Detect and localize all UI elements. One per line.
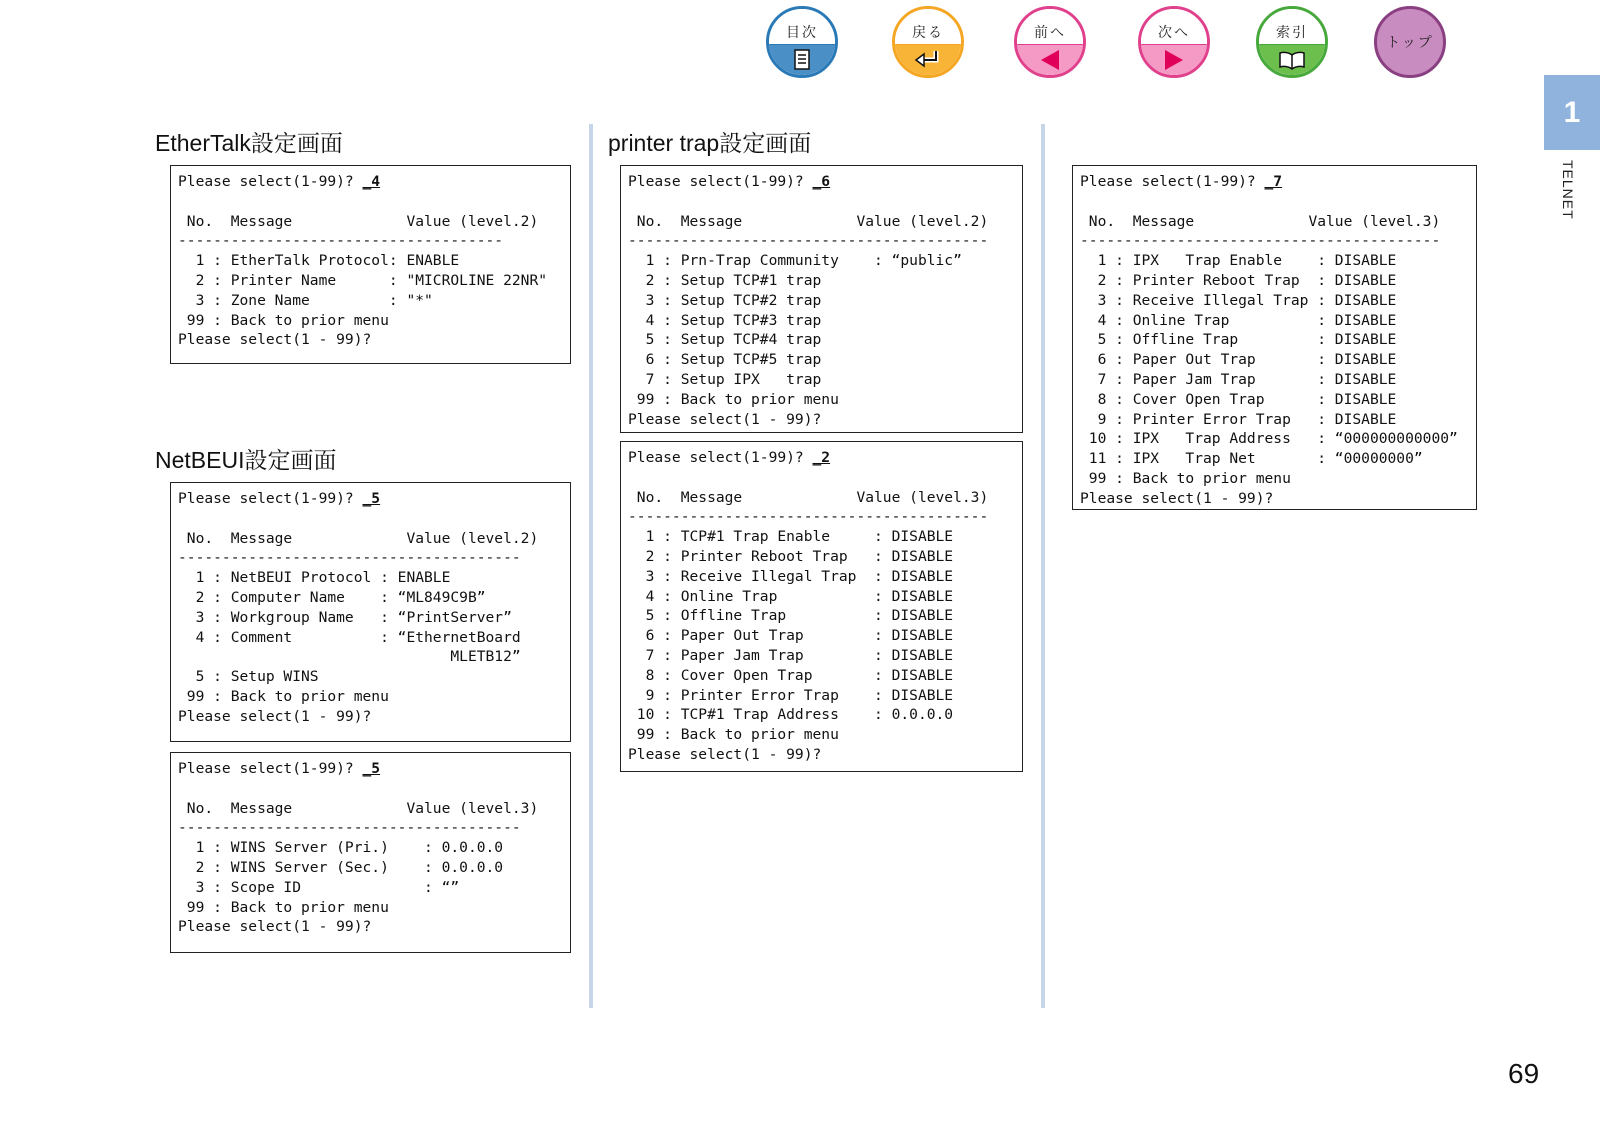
return-arrow-icon <box>895 45 961 78</box>
next-label: 次へ <box>1141 9 1207 45</box>
column-header: No. Message Value (level.3) <box>628 488 989 506</box>
menu-line: 2 : Printer Reboot Trap : DISABLE <box>1080 271 1397 289</box>
prompt-line: Please select(1-99)? _4 <box>178 173 381 190</box>
menu-line: 7 : Paper Jam Trap : DISABLE <box>1080 370 1397 388</box>
selection-input: _5 <box>362 490 381 507</box>
ethertalk-terminal-screen <box>170 165 571 364</box>
menu-line: 99 : Back to prior menu <box>628 390 839 408</box>
menu-line: 99 : Back to prior menu <box>178 898 389 916</box>
menu-line: 11 : IPX Trap Net : “00000000” <box>1080 450 1423 468</box>
open-book-icon <box>1259 45 1325 78</box>
menu-line: 5 : Offline Trap : DISABLE <box>1080 331 1397 349</box>
menu-line: 3 : Setup TCP#2 trap <box>628 291 822 309</box>
menu-line: 3 : Zone Name : "*" <box>178 291 433 309</box>
divider-line: ----------------------------------------- <box>628 232 989 250</box>
divider-line: --------------------------------------- <box>178 549 521 567</box>
menu-line: 3 : Workgroup Name : “PrintServer” <box>178 608 512 626</box>
triangle-right-icon <box>1141 45 1207 78</box>
divider-line: ----------------------------------------- <box>628 508 989 526</box>
netbeui-section-title: NetBEUI設定画面 <box>155 447 337 473</box>
menu-line: MLETB12” <box>178 648 521 666</box>
column-divider-left <box>589 124 593 1008</box>
menu-line: 8 : Cover Open Trap : DISABLE <box>1080 390 1397 408</box>
menu-line: 99 : Back to prior menu <box>628 726 839 744</box>
index-label: 索引 <box>1259 9 1325 45</box>
divider-line: ------------------------------------- <box>178 232 504 250</box>
menu-line: 2 : Setup TCP#1 trap <box>628 271 822 289</box>
menu-line: 7 : Paper Jam Trap : DISABLE <box>628 646 954 664</box>
selection-input: _7 <box>1264 173 1283 190</box>
menu-line: 3 : Scope ID : “” <box>178 878 460 896</box>
blank-line <box>1080 192 1476 212</box>
menu-line: Please select(1 - 99)? <box>178 707 372 725</box>
printer-trap-section-title: printer trap設定画面 <box>608 130 812 156</box>
wins-terminal-screen <box>170 752 571 953</box>
index-button[interactable] <box>1256 6 1328 78</box>
tcp-trap-terminal-screen <box>620 441 1023 772</box>
menu-line: 99 : Back to prior menu <box>178 311 389 329</box>
menu-line: 1 : TCP#1 Trap Enable : DISABLE <box>628 528 954 546</box>
ethertalk-section-title: EtherTalk設定画面 <box>155 130 343 156</box>
prompt-line: Please select(1-99)? _7 <box>1080 173 1283 190</box>
back-button[interactable] <box>892 6 964 78</box>
column-header: No. Message Value (level.3) <box>1080 212 1441 230</box>
ipx-trap-terminal-screen <box>1072 165 1477 510</box>
menu-line: 6 : Setup TCP#5 trap <box>628 351 822 369</box>
selection-input: _6 <box>812 173 831 190</box>
document-icon <box>769 45 835 78</box>
menu-line: Please select(1 - 99)? <box>628 745 822 763</box>
menu-line: 10 : IPX Trap Address : “000000000000” <box>1080 430 1458 448</box>
column-divider-right <box>1041 124 1045 1008</box>
menu-line: 1 : NetBEUI Protocol : ENABLE <box>178 569 451 587</box>
column-header: No. Message Value (level.3) <box>178 799 539 817</box>
menu-line: 10 : TCP#1 Trap Address : 0.0.0.0 <box>628 706 954 724</box>
menu-line: 99 : Back to prior menu <box>178 687 389 705</box>
menu-line: 4 : Setup TCP#3 trap <box>628 311 822 329</box>
menu-line: Please select(1 - 99)? <box>178 918 372 936</box>
trap-terminal-screen <box>620 165 1023 433</box>
divider-line: ----------------------------------------- <box>1080 232 1441 250</box>
menu-line: 2 : Printer Reboot Trap : DISABLE <box>628 547 954 565</box>
chapter-side-label: TELNET <box>1560 160 1576 220</box>
menu-line: 3 : Receive Illegal Trap : DISABLE <box>628 567 954 585</box>
blank-line <box>178 509 570 529</box>
menu-line: 4 : Online Trap : DISABLE <box>1080 311 1397 329</box>
menu-line: 3 : Receive Illegal Trap : DISABLE <box>1080 291 1397 309</box>
menu-line: 5 : Setup TCP#4 trap <box>628 331 822 349</box>
menu-line: Please select(1 - 99)? <box>178 331 372 349</box>
prompt-line: Please select(1-99)? _5 <box>178 490 381 507</box>
chapter-tab[interactable]: 1 <box>1544 75 1600 150</box>
toc-label: 目次 <box>769 9 835 45</box>
menu-line: 2 : WINS Server (Sec.) : 0.0.0.0 <box>178 858 504 876</box>
menu-line: 4 : Comment : “EthernetBoard <box>178 628 521 646</box>
blank-line <box>628 192 1022 212</box>
prompt-line: Please select(1-99)? _5 <box>178 760 381 777</box>
blank-line <box>178 192 570 212</box>
menu-line: 1 : Prn-Trap Community : “public” <box>628 252 962 270</box>
selection-input: _5 <box>362 760 381 777</box>
column-header: No. Message Value (level.2) <box>178 529 539 547</box>
toc-button[interactable] <box>766 6 838 78</box>
menu-line: 6 : Paper Out Trap : DISABLE <box>628 627 954 645</box>
menu-line: 5 : Offline Trap : DISABLE <box>628 607 954 625</box>
back-label: 戻る <box>895 9 961 45</box>
menu-line: 1 : EtherTalk Protocol: ENABLE <box>178 252 460 270</box>
netbeui-terminal-screen <box>170 482 571 742</box>
menu-line: 9 : Printer Error Trap : DISABLE <box>1080 410 1397 428</box>
next-button[interactable] <box>1138 6 1210 78</box>
menu-line: 2 : Computer Name : “ML849C9B” <box>178 588 486 606</box>
page-number: 69 <box>1508 1058 1540 1089</box>
menu-line: 2 : Printer Name : "MICROLINE 22NR" <box>178 271 548 289</box>
prompt-line: Please select(1-99)? _2 <box>628 449 831 466</box>
menu-line: 1 : IPX Trap Enable : DISABLE <box>1080 252 1397 270</box>
menu-line: 5 : Setup WINS <box>178 668 319 686</box>
menu-line: Please select(1 - 99)? <box>628 410 822 428</box>
triangle-left-icon <box>1017 45 1083 78</box>
menu-line: 7 : Setup IPX trap <box>628 370 822 388</box>
top-page-label: トップ <box>1386 35 1434 51</box>
column-header: No. Message Value (level.2) <box>178 212 539 230</box>
column-header: No. Message Value (level.2) <box>628 212 989 230</box>
prompt-line: Please select(1-99)? _6 <box>628 173 831 190</box>
menu-line: Please select(1 - 99)? <box>1080 489 1274 507</box>
menu-line: 8 : Cover Open Trap : DISABLE <box>628 666 954 684</box>
prev-label: 前へ <box>1017 9 1083 45</box>
blank-line <box>628 468 1022 488</box>
blank-line <box>178 779 570 799</box>
selection-input: _2 <box>812 449 831 466</box>
menu-line: 1 : WINS Server (Pri.) : 0.0.0.0 <box>178 839 504 857</box>
prev-button[interactable] <box>1014 6 1086 78</box>
menu-line: 6 : Paper Out Trap : DISABLE <box>1080 351 1397 369</box>
menu-line: 4 : Online Trap : DISABLE <box>628 587 954 605</box>
menu-line: 9 : Printer Error Trap : DISABLE <box>628 686 954 704</box>
top-page-button[interactable] <box>1374 6 1446 78</box>
divider-line: --------------------------------------- <box>178 819 521 837</box>
menu-line: 99 : Back to prior menu <box>1080 469 1291 487</box>
selection-input: _4 <box>362 173 381 190</box>
